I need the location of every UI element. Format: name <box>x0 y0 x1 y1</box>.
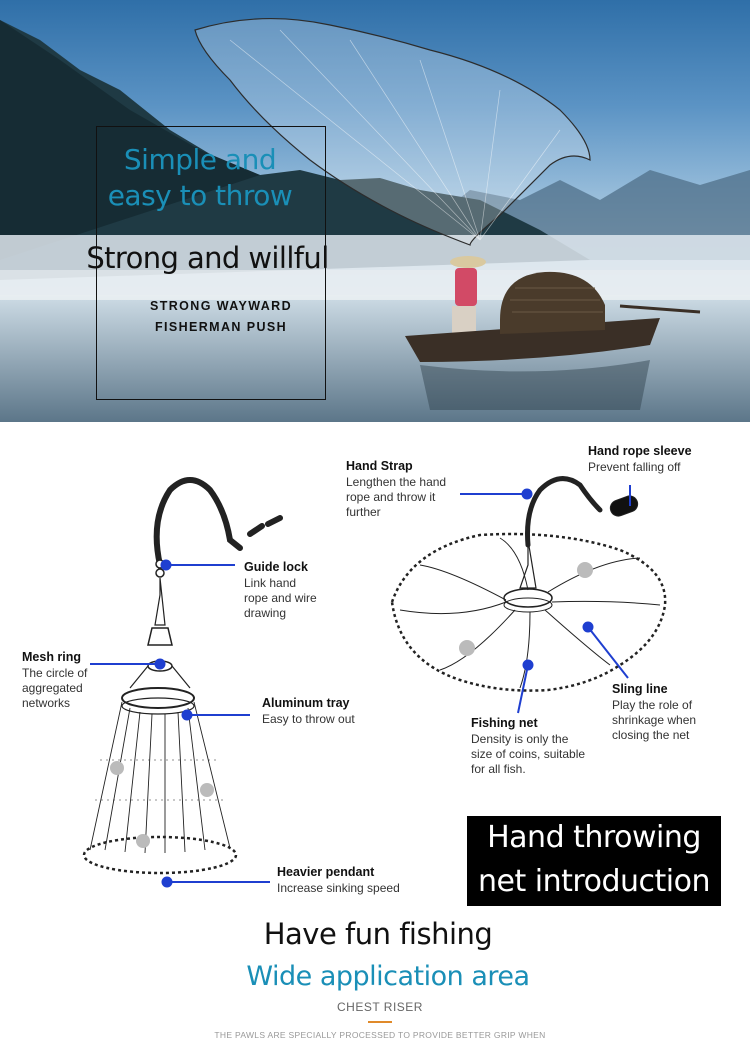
intro-banner <box>467 816 721 906</box>
sling-line-desc: Play the role of <box>612 698 693 712</box>
guide-lock-desc: Link hand <box>244 576 297 590</box>
hero-title <box>100 142 300 214</box>
hand-rope-sleeve-desc: Prevent falling off <box>588 460 681 474</box>
fishing-net-desc: size of coins, suitable <box>471 747 586 761</box>
closed-net-illustration <box>84 480 280 873</box>
wide-application-heading: Wide application area <box>246 961 530 992</box>
hand-strap-desc: further <box>346 505 381 519</box>
hero-strong-title: Strong and willful <box>86 241 329 275</box>
hand-rope-sleeve-title: Hand rope sleeve <box>588 444 692 458</box>
heavier-pendant-desc: Increase sinking speed <box>277 881 400 895</box>
label-mesh-ring <box>22 650 87 711</box>
guide-lock-desc: drawing <box>244 606 287 620</box>
aluminum-tray-desc: Easy to throw out <box>262 712 355 726</box>
label-hand-rope-sleeve <box>588 444 692 475</box>
hero-title-line2: easy to throw <box>107 179 293 212</box>
guide-lock-desc: rope and wire <box>244 591 317 605</box>
label-hand-strap <box>346 459 446 520</box>
sling-line-desc: shrinkage when <box>612 713 697 727</box>
hand-strap-desc: Lengthen the hand <box>346 475 447 489</box>
label-fishing-net <box>471 716 585 777</box>
hero-sub-line1: STRONG WAYWARD <box>149 299 293 313</box>
chest-riser-label: CHEST RISER <box>337 1000 423 1014</box>
label-sling-line <box>612 682 696 743</box>
label-heavier-pendant <box>277 865 400 896</box>
mesh-ring-title: Mesh ring <box>22 650 82 664</box>
hand-strap-desc: rope and throw it <box>346 490 436 504</box>
hero-sub-line2: FISHERMAN PUSH <box>154 320 288 334</box>
heavier-pendant-title: Heavier pendant <box>277 865 375 879</box>
mesh-ring-desc: aggregated <box>22 681 83 695</box>
fishing-net-desc: for all fish. <box>471 762 526 776</box>
label-aluminum-tray <box>262 696 355 727</box>
chest-riser-underline <box>368 1021 392 1023</box>
have-fun-heading: Have fun fishing <box>263 917 493 951</box>
pawls-caption: THE PAWLS ARE SPECIALLY PROCESSED TO PROVIDE BETTER GRIP WHEN <box>214 1030 546 1040</box>
mesh-ring-desc: The circle of <box>22 666 88 680</box>
hand-strap-title: Hand Strap <box>346 459 413 473</box>
fishing-net-desc: Density is only the <box>471 732 569 746</box>
mesh-ring-desc: networks <box>22 696 71 710</box>
sling-line-title: Sling line <box>612 682 668 696</box>
fisherman <box>455 268 477 306</box>
sling-line-desc: closing the net <box>612 728 690 742</box>
guide-lock-title: Guide lock <box>244 560 308 574</box>
hero-photo <box>0 0 750 422</box>
intro-line2: net introduction <box>478 864 710 899</box>
label-guide-lock <box>244 560 317 621</box>
hero-subtitle <box>96 296 346 338</box>
intro-line1: Hand throwing <box>487 820 701 855</box>
aluminum-tray-title: Aluminum tray <box>262 696 350 710</box>
fishing-net-title: Fishing net <box>471 716 538 730</box>
hero-title-line1: Simple and <box>123 143 277 176</box>
